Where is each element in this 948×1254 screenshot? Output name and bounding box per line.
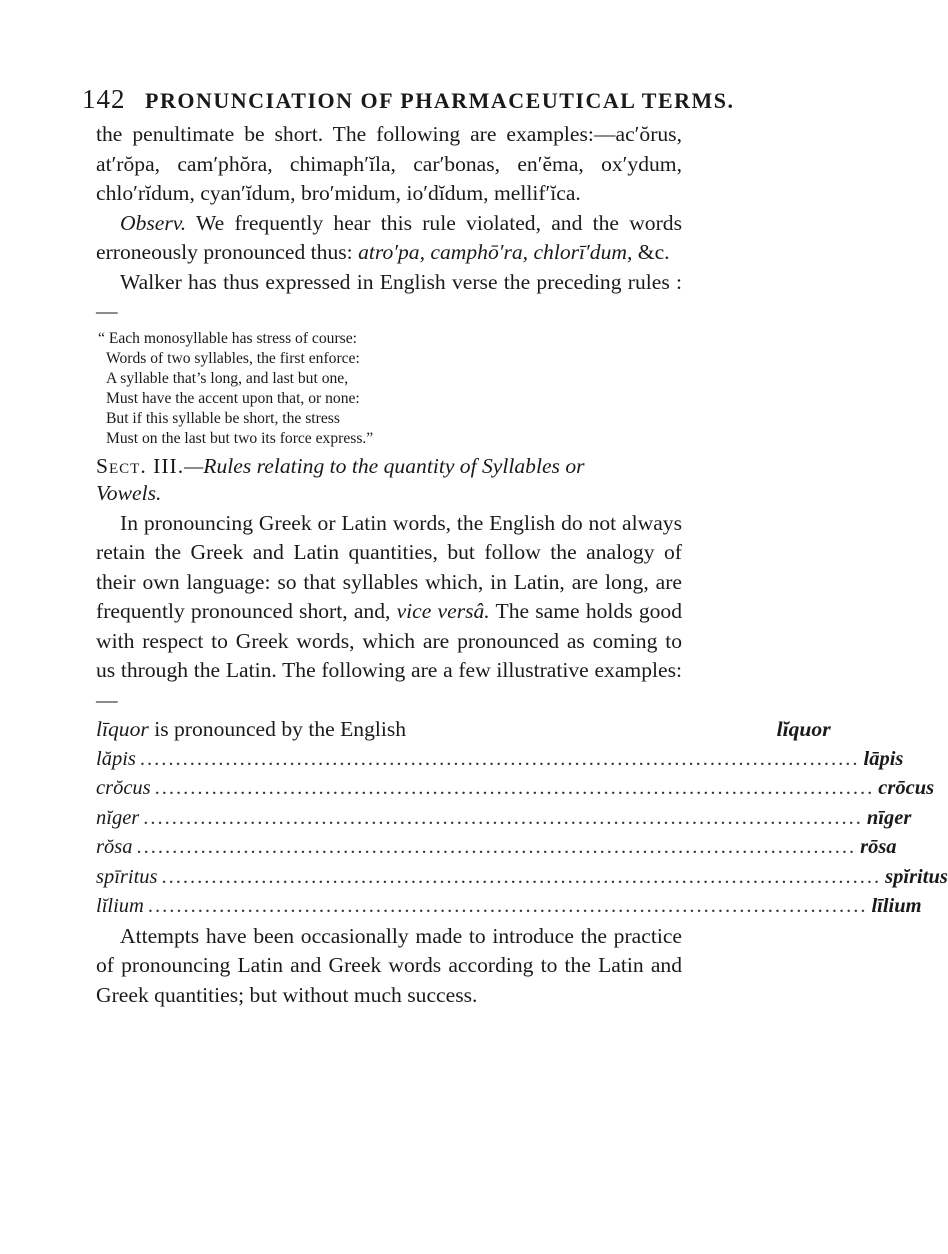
example-left: nĭger [96,806,140,829]
example-leader-dots: ..................................................................................................... [143,806,863,829]
section-label: Sect. III. [96,453,185,478]
example-right: lāpis [863,747,904,770]
example-row [96,774,935,804]
page-number: 142 [82,84,126,114]
paragraph-closing: Attempts have been occasionally made to introduce the practice of pronouncing Latin and Greek words according to the Latin and Greek quantities; but without much success. [96,923,682,1007]
example-row [96,833,897,863]
example-row-header [96,715,831,745]
verse-line: But if this syllable be short, the stress [106,409,340,427]
body-text [96,120,948,1010]
observ-text: We frequently hear this rule violated, and the words erroneously pronounced thus: [96,210,682,264]
paragraph-observation [96,209,682,268]
section-heading [96,453,682,507]
observ-label: Observ. [120,210,187,235]
section-title: —Rules relating to the quantity of Syllables or [184,453,585,478]
example-leader-dots: ..................................................................................................... [161,865,882,888]
example-leader-dots: ..................................................................................................... [136,836,857,858]
example-left: spīritus [96,865,158,888]
verse-line: Must on the last but two its force express.” [106,429,374,447]
paragraph-quantities [96,509,682,716]
example-left: lĭlium [96,895,144,917]
example-leader-dots: ..................................................................................................... [147,895,868,917]
quantities-text: In pronouncing Greek or Latin words, the English do not always retain the Greek and Latin quantities, but follow the analogy of their own language: so that syllables which, in Latin, are long, are frequently pronounced short, and, [96,510,682,623]
example-row [96,745,904,775]
vice-versa: vice versâ. [396,599,490,623]
paragraph-examples: the penultimate be short. The following are examples:—ac′ŏrus, at′rŏpa, cam′phŏra, chimaph′ĭla, car′bonas, en′ĕma, ox′ydum, chlo′rĭdum, cyan′ĭdum, bro′midum, io′dĭdum, mellif′ĭca. [96,122,682,205]
paragraph-walker: Walker has thus expressed in English verse the preceding rules :— [96,269,682,323]
example-row [96,892,922,922]
verse-line: “ Each monosyllable has stress of course: [98,329,357,347]
example-left [96,715,406,745]
running-title: PRONUNCIATION OF PHARMACEUTICAL TERMS. [145,88,735,113]
example-right: lĭquor [776,717,831,741]
example-leader-dots: ..................................................................................................... [154,777,875,799]
running-head [82,84,735,115]
verse-line: Must have the accent upon that, or none: [106,389,360,407]
example-header-text: is pronounced by the English [148,717,407,741]
example-left: crŏcus [96,777,151,799]
examples-list [96,715,948,922]
example-right: līlium [871,895,922,917]
observ-end: &c. [632,240,670,264]
example-row [96,863,948,893]
quantities-text-2: The same holds good with respect to Greek words, which are pronounced as coming to us through the Latin. The following are a few illustrative examples:— [96,599,683,712]
section-title-cont: Vowels. [96,480,162,505]
example-right: spĭritus [885,865,948,888]
example-left: lăpis [96,747,136,770]
example-row [96,804,912,834]
verse-line: Words of two syllables, the first enforce: [106,349,360,367]
example-header-word: līquor [96,717,149,741]
example-right: nīger [866,806,912,829]
example-left: rŏsa [96,836,133,858]
example-right: crōcus [878,777,935,799]
example-right: rōsa [860,836,897,858]
observ-mispronounced: atro′pa, camphō′ra, chlorī′dum, [358,240,633,264]
example-leader-dots: ..................................................................................................... [139,747,860,770]
verse-quote [96,329,682,449]
verse-line: A syllable that’s long, and last but one, [106,369,349,387]
